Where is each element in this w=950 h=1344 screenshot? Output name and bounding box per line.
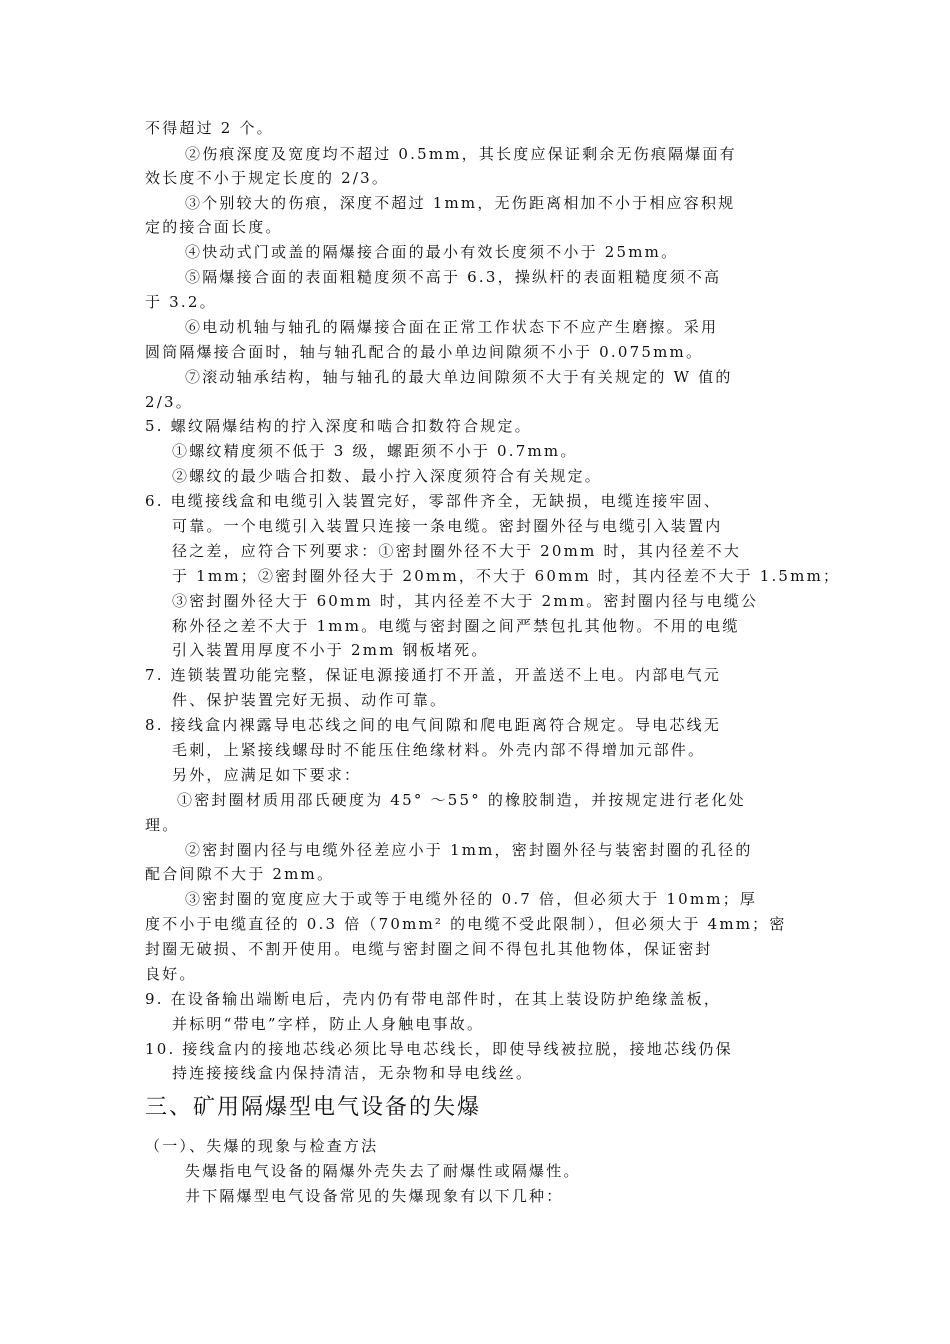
- text-line: 7. 连锁装置功能完整，保证电源接通打不开盖，开盖送不上电。内部电气元: [145, 666, 722, 684]
- text-line: ③密封圈外径大于 60mm 时，其内径差不大于 2mm。密封圈内径与电缆公: [172, 592, 759, 610]
- text-line: ④快动式门或盖的隔爆接合面的最小有效长度须不小于 25mm。: [185, 243, 679, 261]
- text-line: 另外，应满足如下要求：: [172, 766, 362, 784]
- text-line: 6. 电缆接线盒和电缆引入装置完好，零部件齐全，无缺损，电缆连接牢固、: [145, 492, 722, 510]
- text-line: ②螺纹的最少啮合扣数、最小拧入深度须符合有关规定。: [172, 467, 603, 485]
- text-line: ⑤隔爆接合面的表面粗糙度须不高于 6.3，操纵杆的表面粗糙度须不高: [185, 268, 722, 286]
- text-line: 5. 螺纹隔爆结构的拧入深度和啮合扣数符合规定。: [145, 417, 532, 435]
- text-line: 封圈无破损、不割开使用。电缆与密封圈之间不得包扎其他物体，保证密封: [145, 940, 713, 958]
- text-line: 9. 在设备输出端断电后，壳内仍有带电部件时，在其上装设防护绝缘盖板，: [145, 990, 722, 1008]
- text-line: 理。: [145, 816, 180, 834]
- text-line: 配合间隙不大于 2mm。: [145, 865, 335, 883]
- text-line: ⑦滚动轴承结构，轴与轴孔的最大单边间隙须不大于有关规定的 W 值的: [185, 368, 733, 386]
- text-line: 失爆指电气设备的隔爆外壳失去了耐爆性或隔爆性。: [185, 1162, 581, 1180]
- text-line: 称外径之差不大于 1mm。电缆与密封圈之间严禁包扎其他物。不用的电缆: [172, 617, 740, 635]
- text-line: 径之差，应符合下列要求：①密封圈外径不大于 20mm 时，其内径差不大: [172, 542, 742, 560]
- text-line: 件、保护装置完好无损、动作可靠。: [172, 691, 448, 709]
- text-line: 圆筒隔爆接合面时，轴与轴孔配合的最小单边间隙须不小于 0.075mm。: [145, 343, 704, 361]
- text-line: 8. 接线盒内裸露导电芯线之间的电气间隙和爬电距离符合规定。导电芯线无: [145, 716, 722, 734]
- text-line: ①密封圈材质用邵氏硬度为 45° ～55° 的橡胶制造，并按规定进行老化处: [177, 791, 746, 809]
- text-line: 并标明“带电”字样，防止人身触电事故。: [172, 1015, 485, 1033]
- text-line: ③个别较大的伤痕，深度不超过 1mm，无伤距离相加不小于相应容积规: [185, 194, 736, 212]
- text-line: 效长度不小于规定长度的 2/3。: [145, 169, 390, 187]
- text-line: 2/3。: [145, 393, 193, 411]
- subsection-heading: （一）、失爆的现象与检查方法: [145, 1137, 379, 1155]
- text-line: 良好。: [145, 965, 197, 983]
- text-line: 于 1mm；②密封圈外径大于 20mm，不大于 60mm 时，其内径差不大于 1.5mm；: [172, 567, 841, 585]
- text-line: ②密封圈内径与电缆外径差应小于 1mm，密封圈外径与装密封圈的孔径的: [185, 841, 753, 859]
- text-line: ③密封圈的宽度应大于或等于电缆外径的 0.7 倍，但必须大于 10mm；厚: [185, 890, 758, 908]
- text-line: 毛刺，上紧接线螺母时不能压住绝缘材料。外壳内部不得增加元部件。: [172, 741, 706, 759]
- text-line: 引入装置用厚度不小于 2mm 钢板堵死。: [172, 641, 489, 659]
- text-line: 可靠。一个电缆引入装置只连接一条电缆。密封圈外径与电缆引入装置内: [172, 517, 723, 535]
- text-line: ⑥电动机轴与轴孔的隔爆接合面在正常工作状态下不应产生磨擦。采用: [185, 318, 719, 336]
- text-line: 定的接合面长度。: [145, 218, 283, 236]
- text-line: 井下隔爆型电气设备常见的失爆现象有以下几种：: [185, 1187, 564, 1205]
- text-line: ①螺纹精度须不低于 3 级，螺距须不小于 0.7mm。: [172, 442, 578, 460]
- text-line: 10. 接线盒内的接地芯线必须比导电芯线长，即使导线被拉脱，接地芯线仍保: [145, 1040, 733, 1058]
- text-line: 持连接接线盒内保持清洁，无杂物和导电线丝。: [172, 1064, 534, 1082]
- text-line: 度不小于电缆直径的 0.3 倍（70mm² 的电缆不受此限制），但必须大于 4mm；密: [145, 915, 787, 933]
- text-line: 不得超过 2 个。: [145, 119, 274, 137]
- section-heading: 三、矿用隔爆型电气设备的失爆: [145, 1095, 482, 1120]
- text-line: ②伤痕深度及宽度均不超过 0.5mm，其长度应保证剩余无伤痕隔爆面有: [185, 145, 737, 163]
- text-line: 于 3.2。: [145, 293, 217, 311]
